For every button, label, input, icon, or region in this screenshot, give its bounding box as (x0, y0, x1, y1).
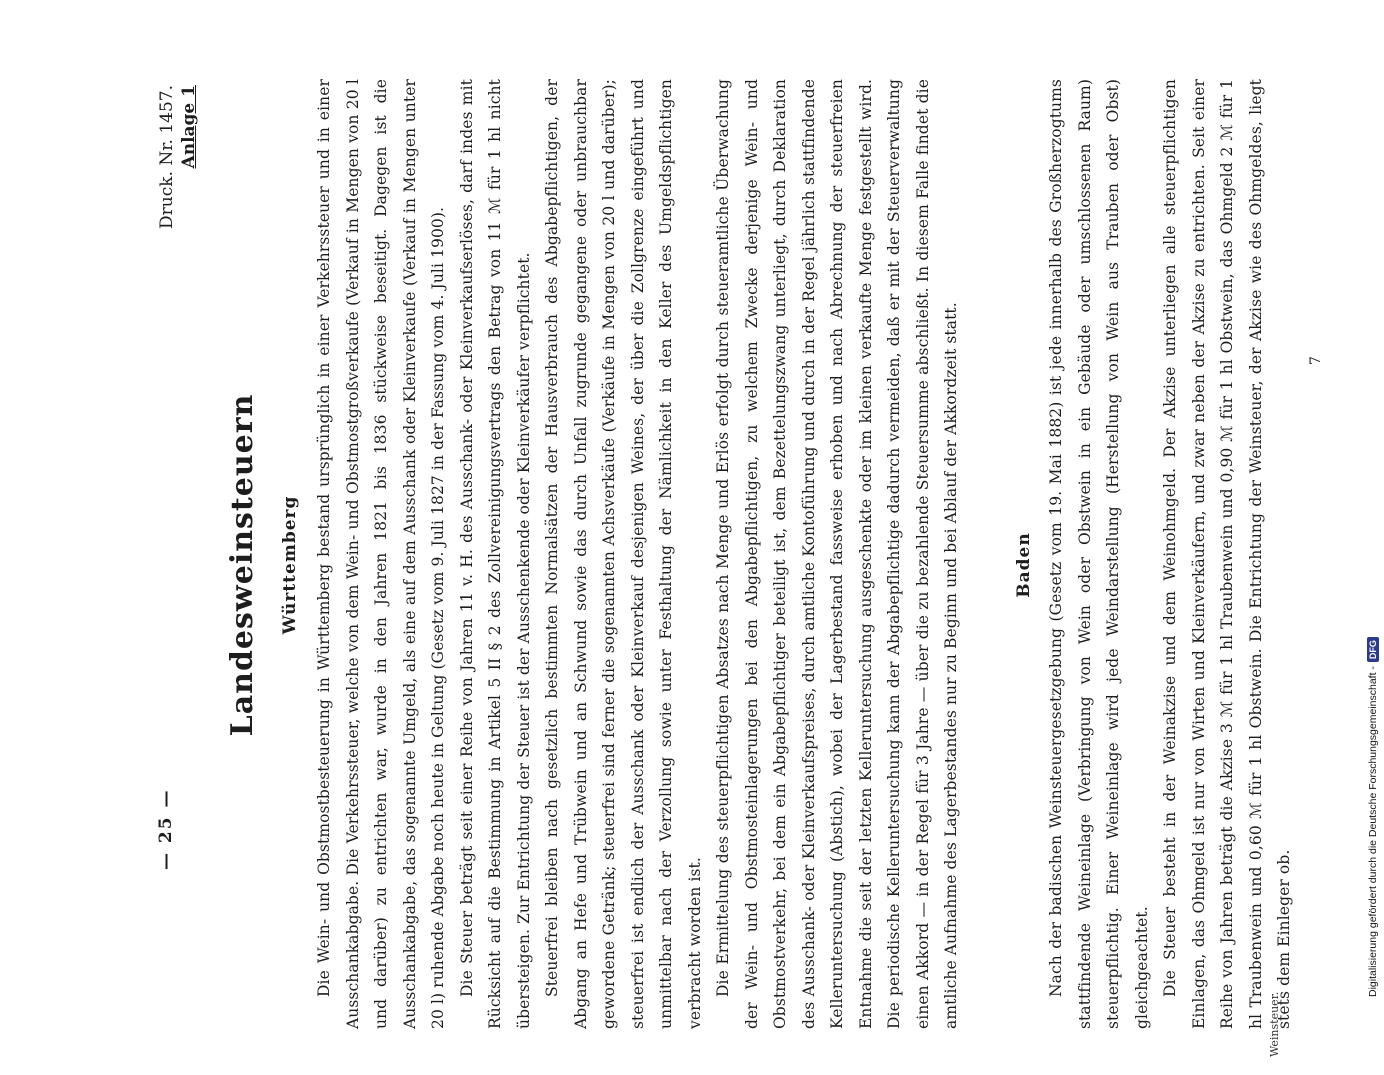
paragraph: Die Wein- und Obstmostbesteuerung in Württemberg bestand ursprünglich in einer Verkehrssteuer und in einer Ausschankabgabe. Die Verkehrssteuer, welche von dem Wein- und Obstmostgroßverkaufe (Verkauf in Mengen von 20 l und darüber) zu entrichten war, wurde in den Jahren 1821 bis 1836 stückweise beseitigt. Dagegen ist die Ausschankabgabe, das sogenannte Umgeld, als eine auf dem Ausschank oder Kleinverkaufe (Verkauf in Mengen unter 20 l) ruhende Abgabe noch heute in Geltung (Gesetz vom 9. Juli 1827 in der Fassung vom 4. Juli 1900). (315, 79, 447, 1029)
document-title: Landesweinsteuern (225, 393, 260, 737)
paragraph: Die Ermittelung des steuerpflichtigen Absatzes nach Menge und Erlös erfolgt durch steueramtliche Überwachung der Wein- und Obstmosteinlagerungen bei den Abgabepflichtigen, zu welchem Zwecke derjenige Wein- und Obstmostverkehr, bei dem ein Abgabepflichtiger beteiligt ist, dem Bezettelungszwang unterliegt, durch Deklaration des Ausschank- oder Kleinverkaufspreises, durch amtliche Kontoführung und durch in der Regel jährlich stattfindende Kelleruntersuchung (Abstich), wobei der Lagerbestand fassweise erhoben und nach Abrechnung der steuerfreien Entnahme die seit der letzten Kelleruntersuchung ausgeschenkte oder im kleinen verkaufte Menge festgestellt wird. Die periodische Kelleruntersuchung kann der Abgabepflichtige dadurch vermeiden, daß er mit der Steuerverwaltung einen Akkord — in der Regel für 3 Jahre — über die zu bezahlende Steuersumme abschließt. In diesem Falle findet die amtliche Aufnahme des Lagerbestandes nur zu Beginn und bei Ablauf der Akkordzeit statt. (714, 79, 960, 1029)
paragraph: Nach der badischen Weinsteuergesetzgebung (Gesetz vom 19. Mai 1882) ist jede innerhalb des Großherzogtums stattfindende Weineinlage (Verbringung von Wein oder Obstwein in ein Gebäude oder umschlossenen Raum) steuerpflichtig. Einer Weineinlage wird jede Weindarstellung (Herstellung von Wein aus Trauben oder Obst) gleichgeachtet. (1047, 79, 1151, 1029)
print-reference (156, 85, 200, 229)
dfg-logo: DFG (1367, 637, 1379, 662)
print-number: Druck. Nr. 1457. (157, 85, 177, 229)
paragraph: Steuerfrei bleiben nach gesetzlich bestimmten Normalsätzen der Hausverbrauch des Abgabepflichtigen, der Abgang an Hefe und Trübwein und an Schwund sowie das durch Unfall zugrunde gegangene oder unbrauchbar gewordene Getränk; steuerfrei sind ferner die sogenannten Achsverkäufe (Verkäufe in Mengen von 20 l und darüber); steuerfrei ist endlich der Ausschank oder Kleinverkauf desjenigen Weines, der über die Zollgrenze eingeführt und unmittelbar nach der Verzollung sowie unter Festhaltung der Nämlichkeit in den Keller des Umgeldspflichtigen verbracht worden ist. (543, 79, 704, 1029)
document-page (70, 55, 1324, 1075)
footnote-label: Weinsteuer. (1268, 991, 1281, 1057)
page-number: — 25 — (156, 788, 176, 870)
sheet-marker: 7 (1308, 356, 1324, 365)
section-heading-baden: Baden (1014, 532, 1034, 598)
paragraph: Die Steuer beträgt seit einer Reihe von Jahren 11 v. H. des Ausschank- oder Kleinverkaufserlöses, darf indes mit Rücksicht auf die Bestimmung in Artikel 5 II § 2 des Zollvereinigungsvertrags den Betrag von 11 ℳ für 1 hl nicht übersteigen. Zur Entrichtung der Steuer ist der Ausschenkende oder Kleinverkäufer verpflichtet. (457, 79, 533, 1029)
section-body-baden (1042, 79, 1299, 1029)
section-body-wuerttemberg (310, 79, 966, 1029)
digitization-credit (1362, 7, 1384, 997)
credit-text: Digitalisierung gefördert durch die Deutsche Forschungsgemeinschaft - (1367, 666, 1379, 997)
paragraph: Die Steuer besteht in der Weinakzise und dem Weinohmgeld. Der Akzise unterliegen alle steuerpflichtigen Einlagen, das Ohmgeld ist nur von Wirten und Kleinverkäufern, und zwar neben der Akzise zu entrichten. Seit einer Reihe von Jahren beträgt die Akzise 3 ℳ für 1 hl Traubenwein und 0,90 ℳ für 1 hl Obstwein, das Ohmgeld 2 ℳ für 1 hl Traubenwein und 0,60 ℳ für 1 hl Obstwein. Die Entrichtung der Weinsteuer, der Akzise wie des Ohmgeldes, liegt stets dem Einleger ob. (1161, 79, 1293, 1029)
annex-label: Anlage 1 (179, 85, 199, 169)
section-heading-wuerttemberg: Württemberg (280, 495, 300, 635)
